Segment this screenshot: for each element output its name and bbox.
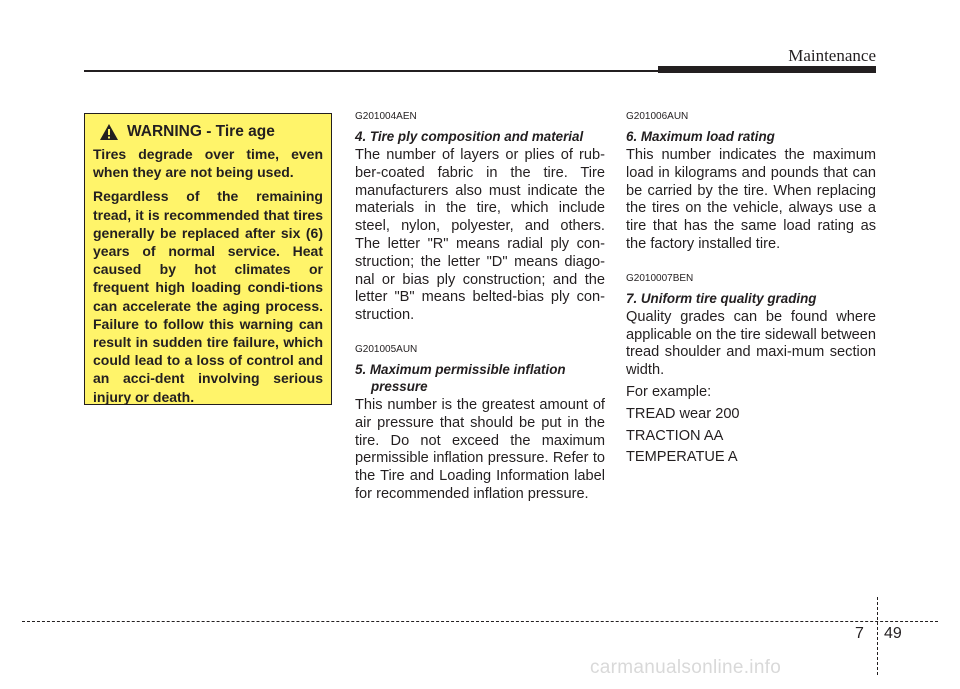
example-line: TRACTION AA xyxy=(626,427,724,444)
section-code: G201006AUN xyxy=(626,111,689,122)
footer-dashed-rule xyxy=(22,621,938,622)
example-line: TREAD wear 200 xyxy=(626,405,740,422)
header-rule xyxy=(84,70,658,72)
section-code: G201004AEN xyxy=(355,111,417,122)
warning-paragraph-2: Regardless of the remaining tread, it is recommended that tires generally be replaced after six (6) years of normal service. Heat caused by hot climates or frequent high loading condi-tions can accelerate the aging process. Failure to follow this warning can result in sudden tire failure, which could lead to a loss of control and an acci-dent involving serious injury or death. xyxy=(93,188,323,405)
example-line: TEMPERATUE A xyxy=(626,449,738,466)
watermark: carmanualsonline.info xyxy=(590,657,782,678)
footer-vertical-dashed-rule xyxy=(877,597,878,675)
section-code: G2010007BEN xyxy=(626,272,694,284)
example-intro: For example: xyxy=(626,383,712,400)
section-title: 6. Maximum load rating xyxy=(626,129,775,144)
warning-box xyxy=(84,113,332,405)
page-number: 49 xyxy=(884,625,902,642)
column-middle xyxy=(355,111,605,523)
header-bar xyxy=(658,66,876,73)
section-body: Quality grades can be found where applicable on the tire sidewall between tread shoulder and maxi-mum section width. xyxy=(626,308,876,379)
page-header-title: Maintenance xyxy=(788,46,876,65)
section-body: This number indicates the maximum load in kilograms and pounds that can be carried by the tire. When replacing the tires on the vehicle, always use a tire that has the same load rating as the factory installed tire. xyxy=(626,147,876,252)
section-title: 4. Tire ply composition and material xyxy=(355,129,584,144)
section-title-line-2: pressure xyxy=(371,378,428,394)
column-right xyxy=(626,111,876,467)
section-title: 7. Uniform tire quality grading xyxy=(626,290,817,306)
chapter-number: 7 xyxy=(855,625,864,642)
warning-title-text: WARNING - Tire age xyxy=(127,123,275,140)
section-title-line-1: 5. Maximum permissible inflation xyxy=(355,361,566,377)
section-body: The number of layers or plies of rub-ber-coated fabric in the tire. Tire manufacturers also must indicate the materials in the tire, which include steel, nylon, polyester, and others. The letter "R" means radial ply con-struction; the letter "D" means diago-nal or bias ply construction; and the letter "B" means belted-bias ply con-struction. xyxy=(355,147,605,324)
warning-triangle-icon xyxy=(99,123,119,141)
section-title xyxy=(355,361,605,395)
section-body: This number is the greatest amount of air pressure that should be put in the tire. Do not exceed the maximum permissible inflation pressure. Refer to the Tire and Loading Information label for recommended inflation pressure. xyxy=(355,396,605,502)
warning-title xyxy=(99,123,323,141)
section-code: G201005AUN xyxy=(355,343,418,355)
warning-paragraph-1: Tires degrade over time, even when they are not being used. xyxy=(93,146,323,181)
